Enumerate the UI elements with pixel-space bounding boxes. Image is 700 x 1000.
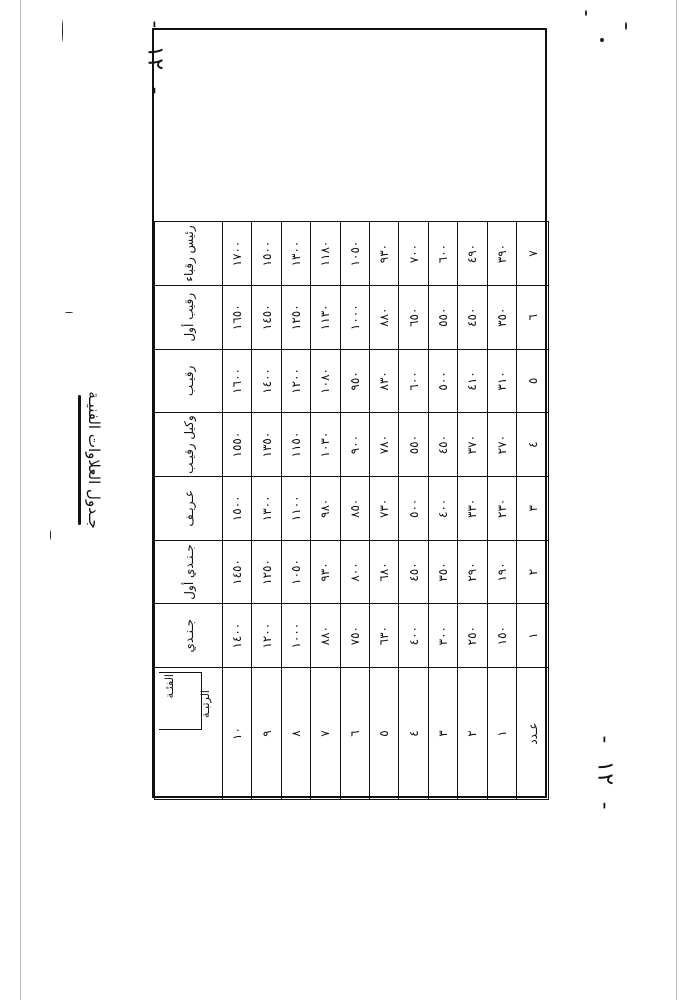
allowance-value-cell: ١٢٥٠	[252, 540, 281, 604]
grade-row	[340, 31, 369, 800]
allowance-value-cell: ٢٣٠	[487, 476, 516, 540]
allowance-value-cell: ٦٨٠	[369, 540, 398, 604]
allowance-value-cell: ٧٨٠	[369, 413, 398, 477]
allowance-value-cell: ٥٠٠	[428, 349, 457, 413]
column-number-row	[517, 31, 549, 800]
allowance-value-cell: ١١٠٠	[281, 476, 310, 540]
allowance-value-cell: ١٢٠٠	[281, 349, 310, 413]
grade-number-cell: ٦	[340, 668, 369, 800]
allowance-value-cell: ٨٨٠	[311, 604, 340, 668]
page-number-bottom: - ١٢ -	[592, 732, 618, 813]
rank-index-cell: ٥	[517, 349, 549, 413]
allowance-value-cell: ١٣٠٠	[281, 222, 310, 286]
allowance-value-cell: ١٧٠٠	[223, 222, 252, 286]
scan-speck	[62, 20, 63, 42]
rank-index-cell: ٢	[517, 540, 549, 604]
rank-header-2: جـنـدي أول	[155, 540, 223, 604]
corner-header-cell	[155, 668, 223, 800]
allowance-value-cell: ٦٠٠	[399, 349, 428, 413]
allowance-value-cell: ١٠٥٠	[340, 222, 369, 286]
allowance-value-cell: ٩٣٠	[369, 222, 398, 286]
corner-header	[155, 668, 222, 799]
allowance-value-cell: ١٥٠٠	[252, 222, 281, 286]
scan-speck	[600, 38, 604, 42]
grade-row	[428, 31, 457, 800]
allowance-value-cell: ١٣٥٠	[252, 413, 281, 477]
grade-row	[252, 31, 281, 800]
allowance-value-cell: ٤٥٠	[428, 413, 457, 477]
allowance-value-cell: ٣٣٠	[458, 476, 487, 540]
allowance-value-cell: ٥٠٠	[399, 476, 428, 540]
document-title-text: جـدول العلاوات الفنيـة	[85, 391, 103, 529]
allowance-value-cell: ١٠٣٠	[311, 413, 340, 477]
allowance-value-cell: ١٥٥٠	[223, 413, 252, 477]
grade-number-cell: ٢	[458, 668, 487, 800]
grade-row	[311, 31, 340, 800]
allowance-value-cell: ٤٠٠	[399, 604, 428, 668]
grade-row	[369, 31, 398, 800]
allowance-value-cell: ٨٣٠	[369, 349, 398, 413]
rank-index-cell: ١	[517, 604, 549, 668]
allowance-value-cell: ٦٥٠	[399, 285, 428, 349]
allowance-value-cell: ١٠٠٠	[340, 285, 369, 349]
rank-header-6: رقيب أول	[155, 285, 223, 349]
allowance-value-cell: ٨٠٠	[340, 540, 369, 604]
allowance-value-cell: ٧٣٠	[369, 476, 398, 540]
allowance-value-cell: ٥٥٠	[428, 285, 457, 349]
grade-number-cell: ٨	[281, 668, 310, 800]
allowance-value-cell: ١٠٠٠	[281, 604, 310, 668]
scan-speck	[625, 22, 627, 30]
grade-number-cell: ٧	[311, 668, 340, 800]
count-label-cell: عـدد	[517, 668, 549, 800]
grade-number-cell: ١٠	[223, 668, 252, 800]
allowance-value-cell: ١٦٠٠	[223, 349, 252, 413]
allowance-value-cell: ٢٥٠	[458, 604, 487, 668]
rank-index-cell: ٣	[517, 476, 549, 540]
header-row	[155, 31, 223, 800]
allowance-value-cell: ٩٨٠	[311, 476, 340, 540]
allowance-value-cell: ١٢٠٠	[252, 604, 281, 668]
allowance-value-cell: ١٤٠٠	[223, 604, 252, 668]
allowance-value-cell: ١٩٠	[487, 540, 516, 604]
grade-number-cell: ٤	[399, 668, 428, 800]
allowance-value-cell: ١١٨٠	[311, 222, 340, 286]
allowance-value-cell: ٨٨٠	[369, 285, 398, 349]
allowance-value-cell: ٧٠٠	[399, 222, 428, 286]
grade-row	[458, 31, 487, 800]
rank-header-5: رقيـب	[155, 349, 223, 413]
allowances-table-frame	[152, 28, 547, 798]
allowance-value-cell: ٢٧٠	[487, 413, 516, 477]
allowance-value-cell: ٦٠٠	[428, 222, 457, 286]
allowance-value-cell: ٩٣٠	[311, 540, 340, 604]
allowance-value-cell: ١٤٥٠	[223, 540, 252, 604]
allowance-value-cell: ١٢٥٠	[281, 285, 310, 349]
title-underline	[78, 395, 81, 525]
allowance-value-cell: ٢٩٠	[458, 540, 487, 604]
allowance-value-cell: ٤٥٠	[458, 285, 487, 349]
allowance-value-cell: ٦٣٠	[369, 604, 398, 668]
allowance-value-cell: ٩٥٠	[340, 349, 369, 413]
corner-category-label: الفئـة	[163, 674, 176, 699]
allowance-value-cell: ٣٧٠	[458, 413, 487, 477]
scan-speck	[585, 10, 587, 16]
grade-row	[281, 31, 310, 800]
allowance-value-cell: ٤١٠	[458, 349, 487, 413]
allowance-value-cell: ٣٥٠	[428, 540, 457, 604]
allowance-value-cell: ١٥٠	[487, 604, 516, 668]
allowance-value-cell: ١٠٨٠	[311, 349, 340, 413]
grade-row	[399, 31, 428, 800]
grade-number-cell: ٩	[252, 668, 281, 800]
document-title	[65, 310, 105, 610]
rank-header-7: رئيس رقباء	[155, 222, 223, 286]
scan-edge-right	[676, 0, 677, 1000]
allowance-value-cell: ٧٥٠	[340, 604, 369, 668]
grade-row	[487, 31, 516, 800]
allowance-value-cell: ٣٩٠	[487, 222, 516, 286]
grade-number-cell: ٣	[428, 668, 457, 800]
corner-rank-label: الرتبـة	[199, 690, 212, 718]
allowance-value-cell: ١١٣٠	[311, 285, 340, 349]
allowance-value-cell: ٤٠٠	[428, 476, 457, 540]
allowances-table	[154, 30, 549, 800]
allowance-value-cell: ٥٥٠	[399, 413, 428, 477]
allowance-value-cell: ٣١٠	[487, 349, 516, 413]
rank-index-cell: ٦	[517, 285, 549, 349]
allowance-value-cell: ١٤٥٠	[252, 285, 281, 349]
allowance-value-cell: ١٦٥٠	[223, 285, 252, 349]
rank-index-cell: ٧	[517, 222, 549, 286]
grade-row	[223, 31, 252, 800]
allowance-value-cell: ١٣٠٠	[252, 476, 281, 540]
grade-number-cell: ٥	[369, 668, 398, 800]
allowance-value-cell: ٨٥٠	[340, 476, 369, 540]
grade-number-cell: ١	[487, 668, 516, 800]
allowances-table-rotated	[154, 30, 549, 800]
allowance-value-cell: ١١٥٠	[281, 413, 310, 477]
rank-index-cell: ٤	[517, 413, 549, 477]
scan-edge-left	[20, 0, 21, 1000]
page-number-top: - ١٢ -	[142, 17, 168, 98]
rank-header-1: جـنـدي	[155, 604, 223, 668]
rank-header-3: عـريـف	[155, 476, 223, 540]
allowance-value-cell: ١٤٠٠	[252, 349, 281, 413]
allowance-value-cell: ٩٠٠	[340, 413, 369, 477]
allowance-value-cell: ٤٩٠	[458, 222, 487, 286]
allowance-value-cell: ٣٠٠	[428, 604, 457, 668]
rank-header-4: وكيل رقيـب	[155, 413, 223, 477]
allowance-value-cell: ٣٥٠	[487, 285, 516, 349]
allowance-value-cell: ١٥٠٠	[223, 476, 252, 540]
allowance-value-cell: ٤٥٠	[399, 540, 428, 604]
allowance-value-cell: ١٠٥٠	[281, 540, 310, 604]
scan-speck	[50, 530, 51, 540]
